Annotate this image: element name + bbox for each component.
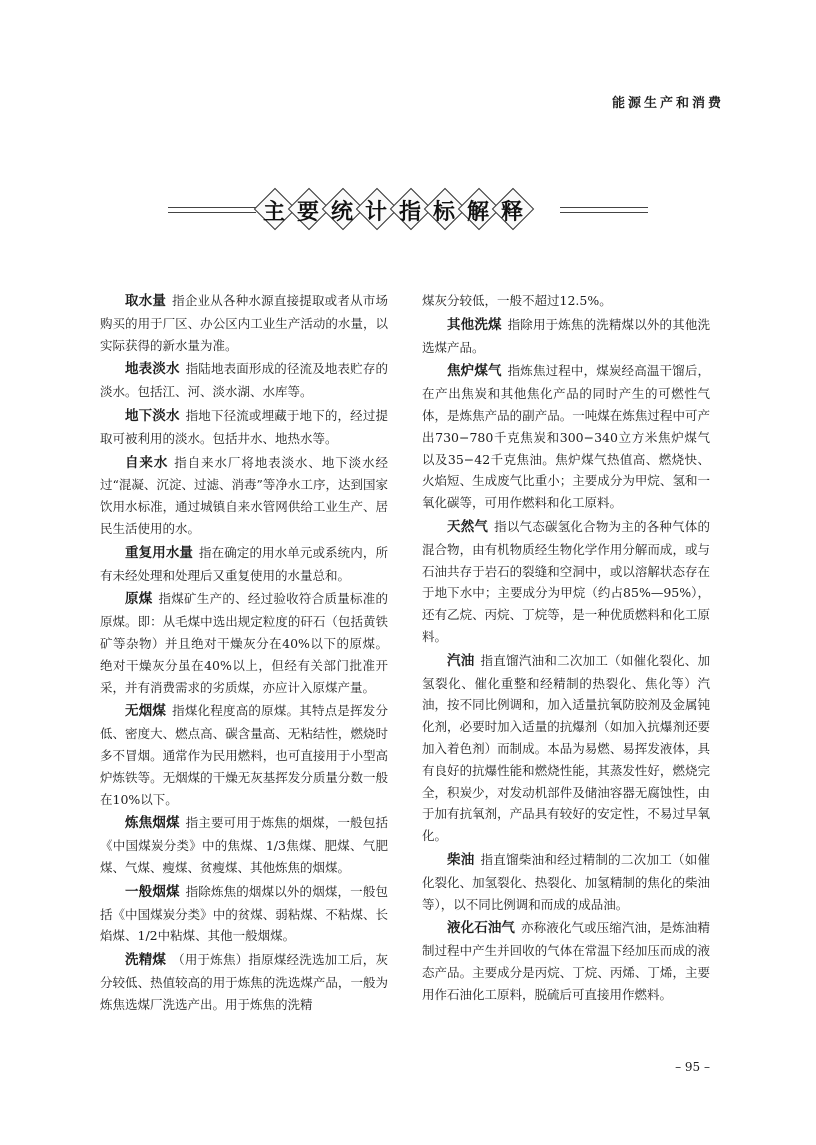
title-char-text: 计 (364, 200, 387, 225)
running-header: 能源生产和消费 (611, 96, 724, 111)
title-char-text: 主 (262, 200, 285, 225)
term-definition: 亦称液化气或压缩汽油，是炼油精制过程中产生并回收的气体在常温下经加压而成的液态产品。主要成分是丙烷、丁烷、丙烯、丁烯，主要用作石油化工原料，脱硫后可直接用作燃料。 (422, 920, 710, 1002)
page-number: – 95 – (675, 1060, 710, 1074)
term-label: 天然气 (447, 518, 489, 535)
term-label: 液化石油气 (447, 920, 516, 937)
definition-entry (100, 588, 388, 698)
term-label: 地表淡水 (125, 361, 180, 378)
title-char-text: 释 (500, 200, 523, 225)
definition-entry (422, 650, 710, 847)
term-label: 取水量 (125, 293, 167, 309)
term-definition: 指在确定的用水单元或系统内，所有未经处理和处理后又重复使用的水量总和。 (100, 544, 388, 583)
definition-entry (422, 849, 710, 915)
title-char-row (258, 186, 558, 232)
term-label: 一般烟煤 (125, 883, 180, 900)
term-definition: 指煤化程度高的原煤。其特点是挥发分低、密度大、燃点高、碳含量高、无粘结性，燃烧时多不冒烟。通常作为民用燃料，也可直接用于小型高炉炼铁等。无烟煤的干燥无灰基挥发分质量分数一般在10%以下。 (100, 703, 388, 807)
title-char (496, 186, 530, 232)
section-title (0, 184, 816, 234)
term-label: 原煤 (125, 591, 153, 608)
definition-entry (100, 812, 388, 878)
definition-entry (100, 405, 388, 450)
term-label: 柴油 (447, 851, 475, 868)
term-label: 无烟煤 (125, 703, 167, 720)
left-column (100, 290, 388, 1018)
term-definition: 指主要可用于炼焦的烟煤，一般包括《中国煤炭分类》中的焦煤、1/3焦煤、肥煤、气肥煤、气煤、瘦煤、贫瘦煤、其他炼焦的烟煤。 (100, 815, 388, 875)
term-definition: 指除用于炼焦的洗精煤以外的其他洗选煤产品。 (422, 316, 710, 355)
definition-entry (100, 542, 388, 587)
definition-entry (422, 516, 710, 648)
continued-paragraph: 煤灰分较低，一般不超过12.5%。 (422, 293, 612, 308)
right-column (422, 290, 710, 1008)
definition-entry (100, 881, 388, 947)
title-char-text: 标 (432, 200, 455, 225)
title-char-text: 要 (296, 200, 319, 225)
term-label: 洗精煤 (125, 952, 167, 969)
term-definition: 指地下径流或埋藏于地下的，经过提取可被利用的淡水。包括井水、地热水等。 (100, 407, 388, 446)
term-definition: 指直馏汽油和二次加工（如催化裂化、加氢裂化、催化重整和经精制的热裂化、焦化等）汽油，按不同比例调和，加入适量抗氧防胶剂及金属钝化剂，必要时加入适量的抗爆剂（如加入抗爆剂还要加入着色剂）而制成。本品为易燃、易挥发液体，具有良好的抗爆性能和燃烧性能，其蒸发性好，燃烧完全，积炭少，对发动机部件及储油容器无腐蚀性，由于加有抗氧剂，产品具有较好的安定性，不易过早氧化。 (422, 652, 710, 844)
term-label: 其他洗煤 (447, 316, 502, 333)
term-definition: 指除炼焦的烟煤以外的烟煤，一般包括《中国煤炭分类》中的贫煤、弱粘煤、不粘煤、长焰煤、1/2中粘煤、其他一般烟煤。 (100, 883, 388, 944)
definition-entry (422, 917, 710, 1005)
term-label: 重复用水量 (125, 544, 194, 561)
term-label: 自来水 (125, 454, 169, 471)
term-label: 炼焦烟煤 (125, 815, 180, 832)
term-definition: 指自来水厂将地表淡水、地下淡水经过“混凝、沉淀、过滤、消毒”等净水工序，达到国家饮用水标准，通过城镇自来水管网供给工业生产、居民生活使用的水。 (100, 454, 388, 536)
term-definition: 指炼焦过程中，煤炭经高温干馏后，在产出焦炭和其他焦化产品的同时产生的可燃性气体，是炼焦产品的副产品。一吨煤在炼焦过程中可产出730−780千克焦炭和300−340立方米焦炉煤气以及35−42千克焦油。焦炉煤气热值高、燃烧快、火焰短、生成废气比重小；主要成分为甲烷、氢和一氧化碳等，可用作燃料和化工原料。 (422, 363, 710, 511)
term-label: 焦炉煤气 (447, 363, 502, 380)
term-definition: 指陆地表面形成的径流及地表贮存的淡水。包括江、河、淡水湖、水库等。 (100, 361, 388, 400)
definition-entry (100, 290, 388, 356)
term-definition: （用于炼焦）指原煤经洗选加工后，灰分较低、热值较高的用于炼焦的洗选煤产品，一般为炼焦选煤厂洗选产出。用于炼焦的洗精 (100, 952, 388, 1012)
term-label: 地下淡水 (125, 407, 180, 424)
term-definition: 指直馏柴油和经过精制的二次加工（如催化裂化、加氢裂化、热裂化、加氢精制的焦化的柴油等），以不同比例调和而成的成品油。 (422, 851, 710, 912)
definition-entry (422, 360, 710, 514)
definition-entry (100, 700, 388, 810)
term-definition: 指企业从各种水源直接提取或者从市场购买的用于厂区、办公区内工业生产活动的水量，以实际获得的新水量为准。 (100, 293, 388, 353)
right-column-entries (422, 314, 710, 1006)
title-char-text: 统 (330, 200, 353, 225)
title-char-text: 指 (398, 200, 421, 225)
definition-entry (100, 452, 388, 540)
definition-entry (422, 314, 710, 359)
term-definition: 指煤矿生产的、经过验收符合质量标准的原煤。即：从毛煤中选出规定粒度的矸石（包括黄铁矿等杂物）并且绝对干燥灰分在40%以下的原煤。绝对干燥灰分虽在40%以上，但经有关部门批准开采，并有消费需求的劣质煤，亦应计入原煤产量。 (100, 591, 388, 695)
title-char-text: 解 (466, 200, 489, 225)
term-label: 汽油 (447, 652, 475, 669)
definition-entry (100, 358, 388, 403)
term-definition: 指以气态碳氢化合物为主的各种气体的混合物，由有机物质经生物化学作用分解而成，或与石油共存于岩石的裂缝和空洞中，或以溶解状态存在于地下水中；主要成分为甲烷（约占85%—95%），还有乙烷、丙烷、丁烷等，是一种优质燃料和化工原料。 (422, 518, 710, 644)
definition-entry (100, 949, 388, 1015)
